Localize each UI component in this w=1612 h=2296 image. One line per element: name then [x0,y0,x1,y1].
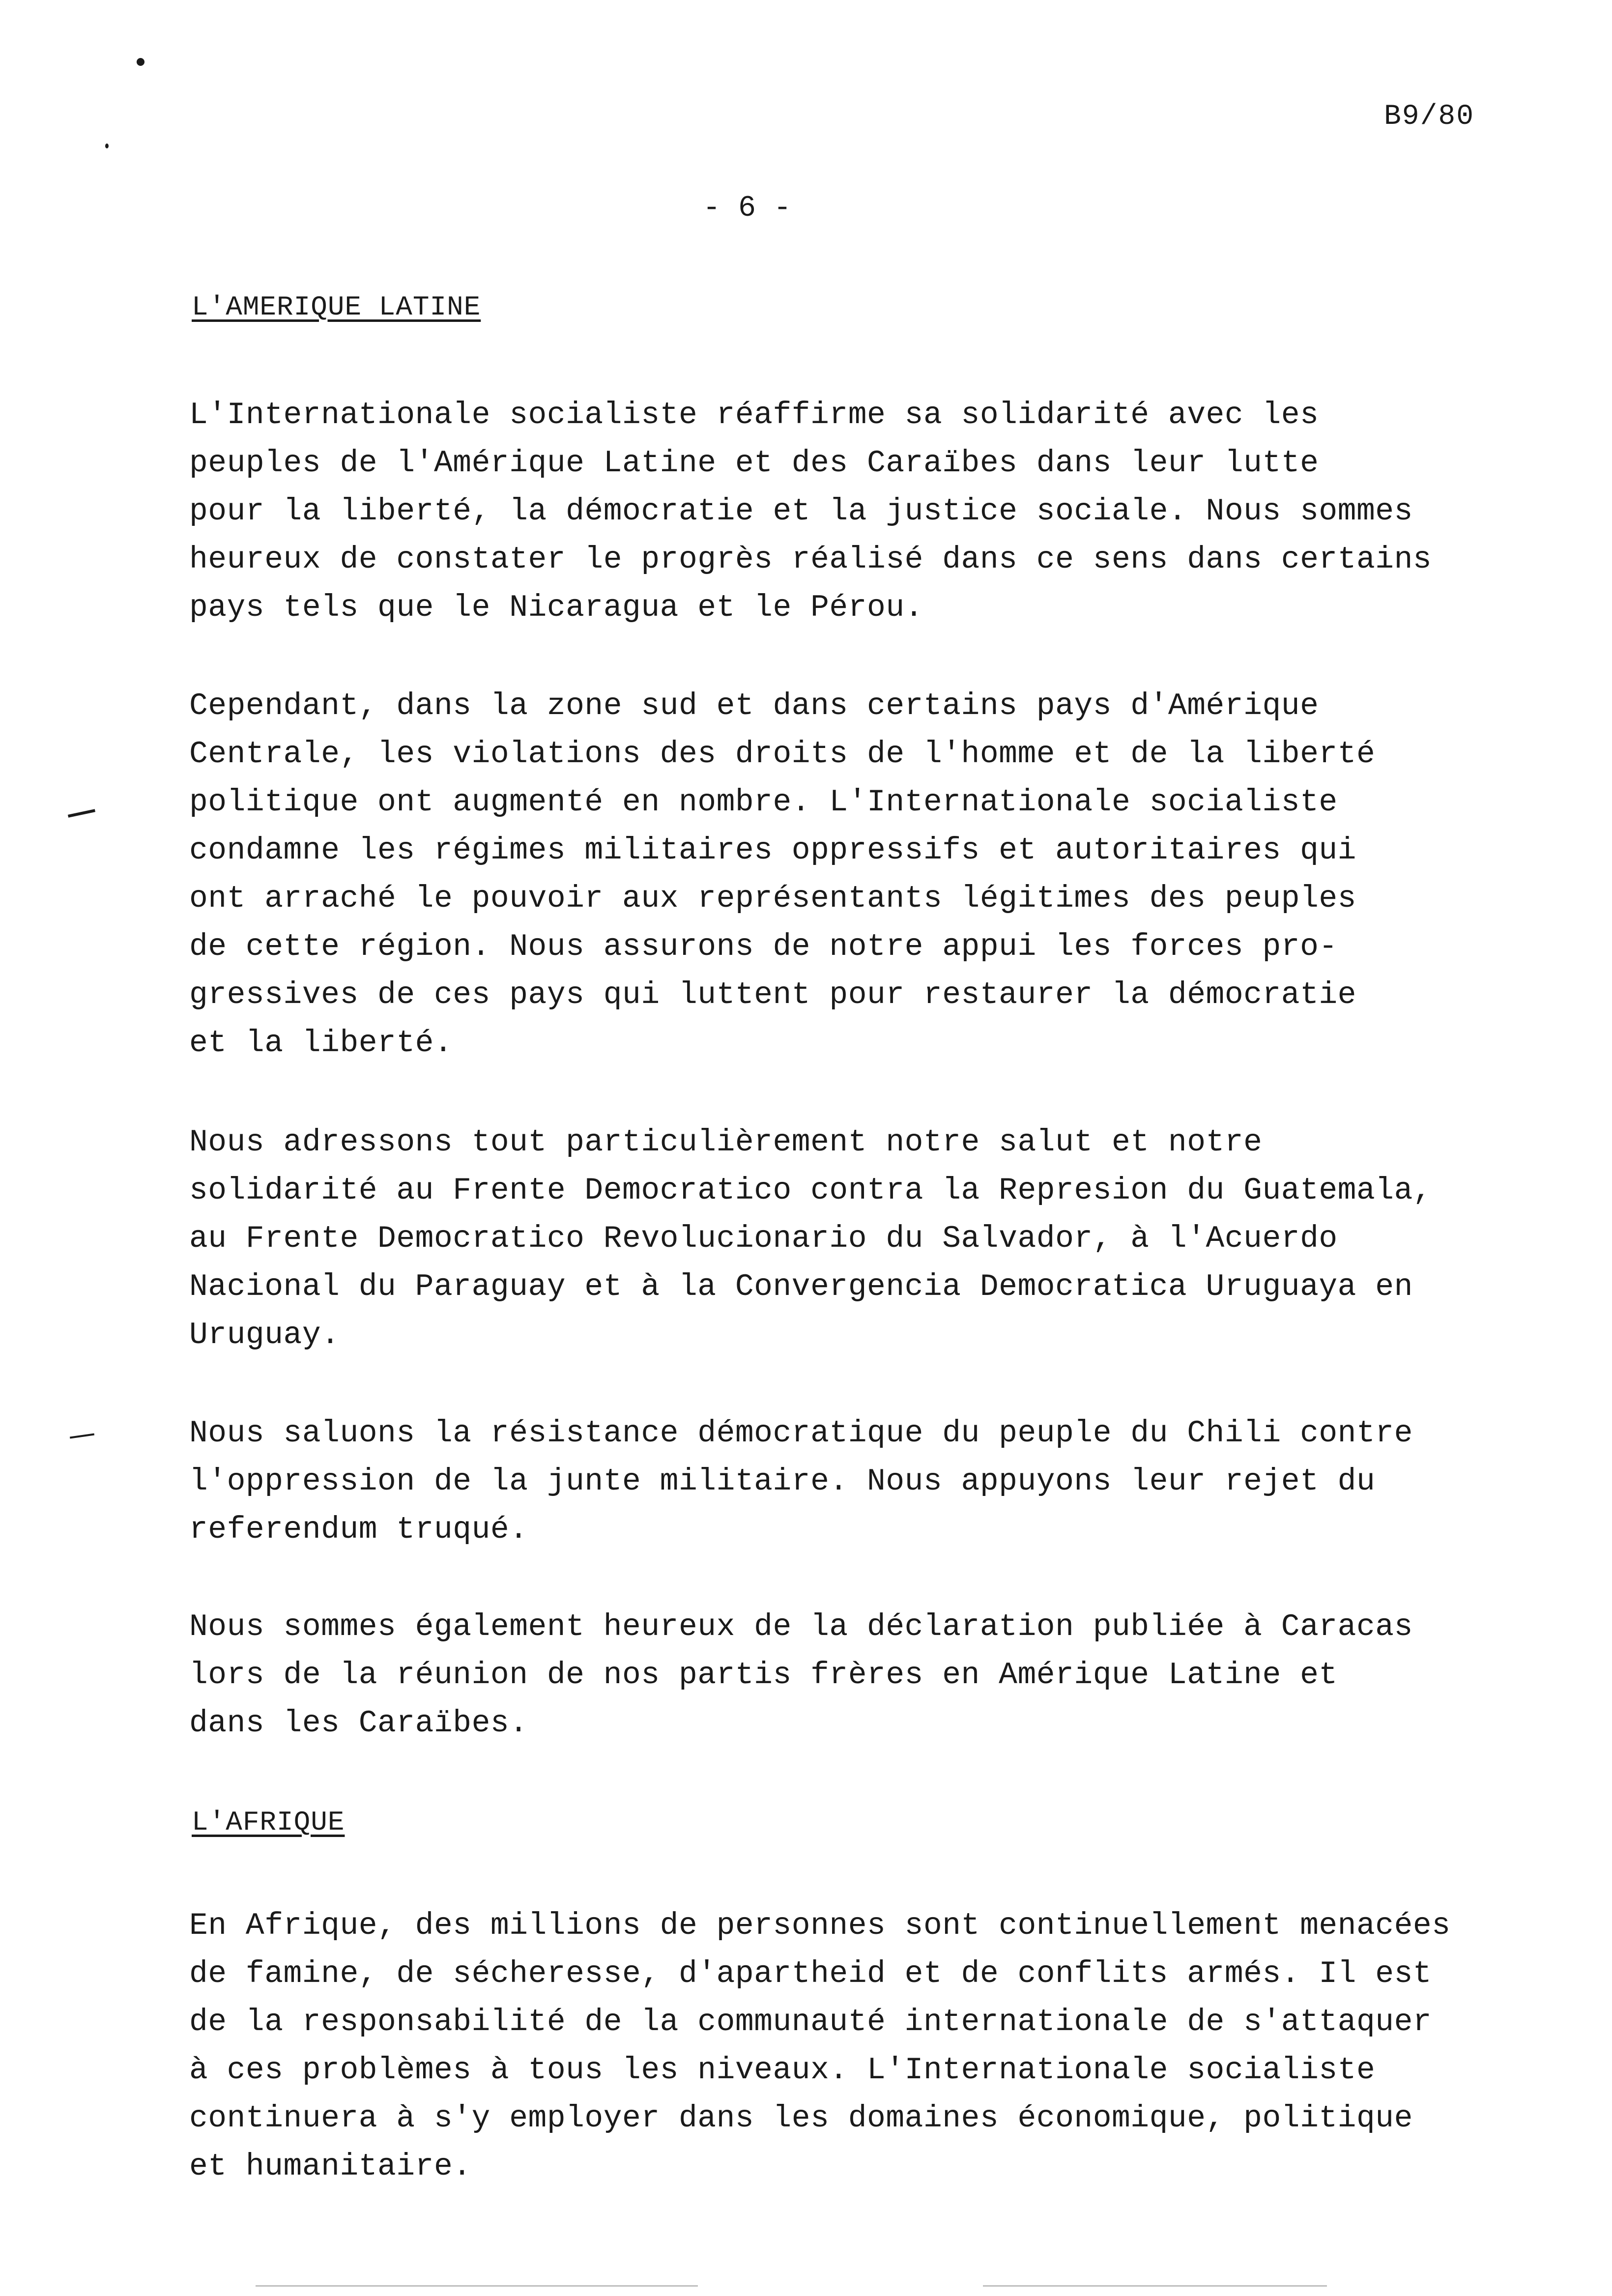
text-line: referendum truqué. [189,1512,528,1547]
text-line: de la responsabilité de la communauté internationale de s'attaquer [189,2005,1432,2039]
text-line: gressives de ces pays qui luttent pour restaurer la démocratie [189,977,1356,1012]
text-line: condamne les régimes militaires oppressifs et autoritaires qui [189,833,1356,868]
paragraph [189,391,1526,632]
text-line: et la liberté. [189,1026,453,1061]
margin-tick-mark [70,1434,94,1439]
text-line: Nous adressons tout particulièrement notre salut et notre [189,1125,1263,1160]
text-line: au Frente Democratico Revolucionario du Salvador, à l'Acuerdo [189,1221,1338,1256]
text-line: de cette région. Nous assurons de notre appui les forces pro- [189,929,1338,964]
text-line: l'oppression de la junte militaire. Nous appuyons leur rejet du [189,1464,1376,1499]
text-line: Cependant, dans la zone sud et dans certains pays d'Amérique [189,689,1319,723]
paragraph [189,1409,1526,1554]
margin-tick-mark [68,809,95,818]
scan-dot-mark-small [105,144,109,148]
text-line: Centrale, les violations des droits de l'homme et de la liberté [189,737,1376,772]
paragraph [189,1603,1526,1748]
text-line: Uruguay. [189,1318,340,1352]
paragraph [189,1902,1526,2191]
text-line: solidarité au Frente Democratico contra la Represion du Guatemala, [189,1173,1432,1208]
text-line: et humanitaire. [189,2149,472,2184]
text-line: politique ont augmenté en nombre. L'Internationale socialiste [189,785,1338,820]
scan-edge-line [256,2285,698,2287]
text-line: L'Internationale socialiste réaffirme sa solidarité avec les [189,398,1319,432]
scan-dot-mark [137,58,144,66]
text-line: continuera à s'y employer dans les domaines économique, politique [189,2101,1413,2136]
page-number: - 6 - [702,192,792,225]
paragraph [189,1119,1526,1359]
text-line: dans les Caraïbes. [189,1706,528,1741]
section-heading-amerique-latine: L'AMERIQUE LATINE [192,291,481,323]
scan-edge-line [983,2285,1327,2287]
document-reference: B9/80 [1383,101,1474,133]
text-line: En Afrique, des millions de personnes sont continuellement menacées [189,1908,1451,1943]
text-line: Nous sommes également heureux de la déclaration publiée à Caracas [189,1609,1413,1644]
text-line: ont arraché le pouvoir aux représentants légitimes des peuples [189,881,1356,916]
text-line: de famine, de sécheresse, d'apartheid et de conflits armés. Il est [189,1956,1432,1991]
text-line: peuples de l'Amérique Latine et des Caraïbes dans leur lutte [189,446,1319,481]
paragraph [189,682,1526,1067]
section-heading-afrique: L'AFRIQUE [192,1807,345,1838]
text-line: lors de la réunion de nos partis frères en Amérique Latine et [189,1658,1338,1693]
text-line: Nacional du Paraguay et à la Convergencia Democratica Uruguaya en [189,1269,1413,1304]
text-line: heureux de constater le progrès réalisé dans ce sens dans certains [189,542,1432,577]
text-line: à ces problèmes à tous les niveaux. L'Internationale socialiste [189,2053,1376,2088]
text-line: pays tels que le Nicaragua et le Pérou. [189,590,923,625]
text-line: Nous saluons la résistance démocratique du peuple du Chili contre [189,1416,1413,1451]
text-line: pour la liberté, la démocratie et la justice sociale. Nous sommes [189,494,1413,529]
